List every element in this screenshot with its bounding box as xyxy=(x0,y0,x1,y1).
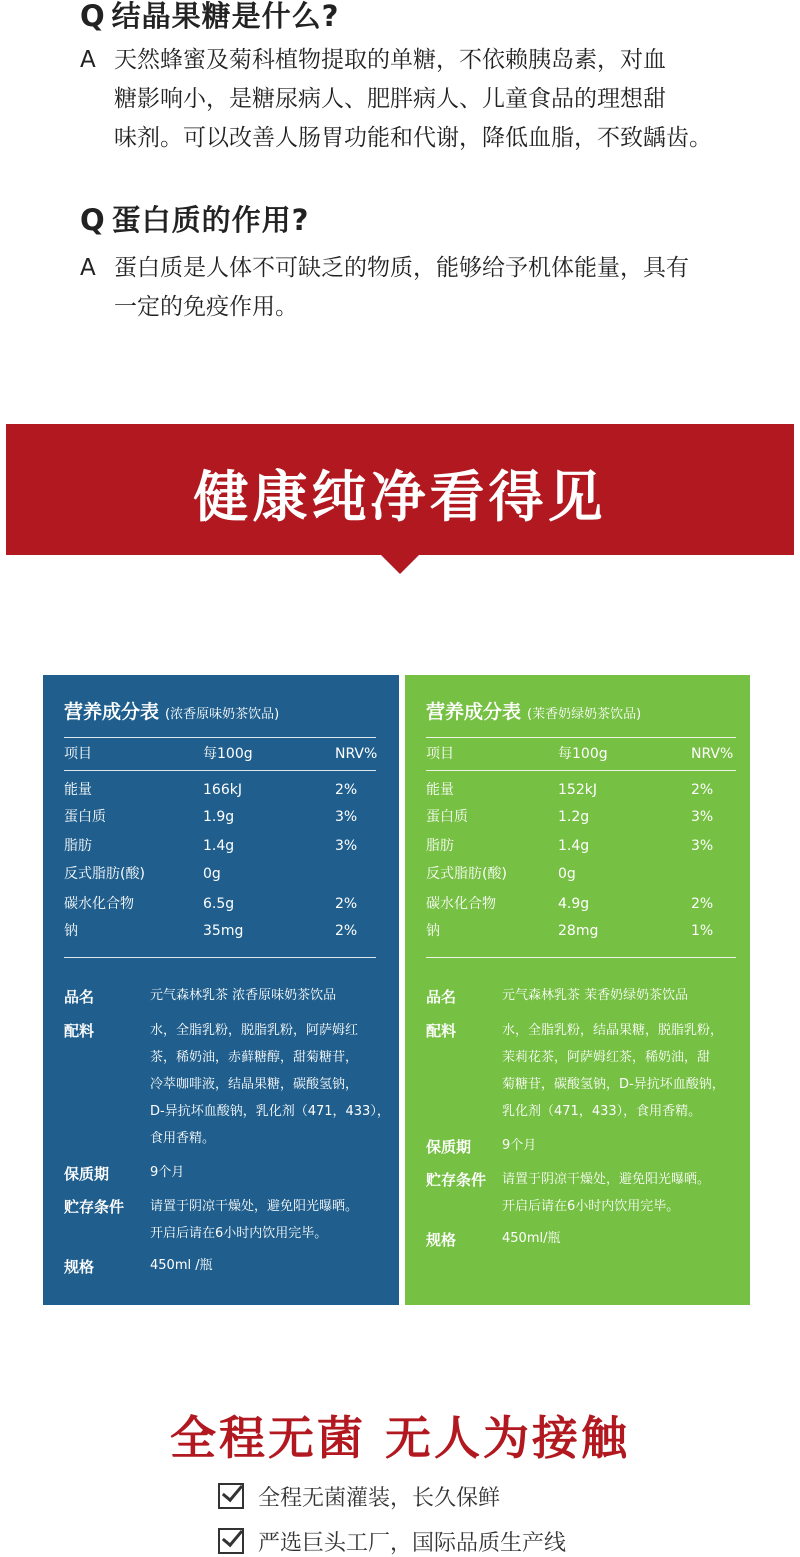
info-line: 元气森林乳茶 茉香奶绿奶茶饮品 xyxy=(502,988,689,1003)
row-nrv: 2% xyxy=(335,896,358,912)
row-value: 6.5g xyxy=(203,896,235,912)
row-nrv: 1% xyxy=(691,923,714,939)
checkbox-check-icon xyxy=(218,1483,244,1509)
row-nrv: 2% xyxy=(691,896,714,912)
row-value: 0g xyxy=(203,866,221,882)
table-row xyxy=(405,921,750,941)
info-line: 9个月 xyxy=(502,1138,537,1153)
info-line: 乳化剂（471，433），食用香精。 xyxy=(502,1104,702,1119)
row-value: 1.4g xyxy=(558,838,590,854)
info-line: 450ml /瓶 xyxy=(150,1258,213,1273)
info-line: 开启后请在6小时内饮用完毕。 xyxy=(502,1199,680,1214)
q-mark: Q xyxy=(80,203,106,237)
row-item: 钠 xyxy=(426,923,440,939)
header-per100g: 每100g xyxy=(558,746,608,762)
info-line: 茶，稀奶油，赤藓糖醇，甜菊糖苷， xyxy=(150,1050,359,1065)
table-row xyxy=(43,864,399,884)
answer-block xyxy=(80,41,760,158)
table-row xyxy=(43,807,399,827)
divider xyxy=(64,957,376,958)
info-line: 450ml/瓶 xyxy=(502,1231,561,1246)
row-nrv: 3% xyxy=(691,838,714,854)
row-value: 28mg xyxy=(558,923,599,939)
header-nrv: NRV% xyxy=(691,746,734,762)
info-value xyxy=(502,1017,742,1125)
header-nrv: NRV% xyxy=(335,746,378,762)
table-row xyxy=(405,807,750,827)
row-item: 碳水化合物 xyxy=(64,896,134,912)
row-nrv: 3% xyxy=(691,809,714,825)
answer-line: 蛋白质是人体不可缺乏的物质，能够给予机体能量，具有 xyxy=(114,255,689,281)
banner-title: 健康纯净看得见 xyxy=(193,465,607,529)
header-item: 项目 xyxy=(426,746,454,762)
question-text: 蛋白质的作用? xyxy=(111,203,310,237)
nutrition-panel-original xyxy=(43,675,399,1305)
info-line: 开启后请在6小时内饮用完毕。 xyxy=(150,1226,328,1241)
row-value: 35mg xyxy=(203,923,244,939)
a-mark: A xyxy=(80,255,96,281)
info-label: 配料 xyxy=(426,1022,457,1040)
row-nrv: 3% xyxy=(335,809,358,825)
table-row xyxy=(405,780,750,800)
row-nrv: 2% xyxy=(691,782,714,798)
row-item: 能量 xyxy=(64,782,92,798)
panel-title xyxy=(64,697,279,724)
info-label: 品名 xyxy=(64,988,95,1006)
row-value: 0g xyxy=(558,866,576,882)
answer-block xyxy=(80,249,760,327)
header-per100g: 每100g xyxy=(203,746,253,762)
info-line: 水，全脂乳粉，脱脂乳粉，阿萨姆红 xyxy=(150,1023,359,1038)
question-title xyxy=(80,0,339,35)
table-row xyxy=(43,894,399,914)
row-value: 1.9g xyxy=(203,809,235,825)
checkbox-check-icon xyxy=(218,1528,244,1554)
info-value xyxy=(502,1225,742,1252)
q-mark: Q xyxy=(80,0,106,33)
row-item: 反式脂肪(酸) xyxy=(64,866,145,882)
row-item: 脂肪 xyxy=(426,838,454,854)
row-nrv: 3% xyxy=(335,838,358,854)
row-value: 4.9g xyxy=(558,896,590,912)
row-nrv: 2% xyxy=(335,923,358,939)
question-text: 结晶果糖是什么? xyxy=(111,0,340,33)
divider xyxy=(426,737,736,738)
feature-item xyxy=(218,1481,500,1512)
row-nrv: 2% xyxy=(335,782,358,798)
nutrition-panel-jasmine xyxy=(405,675,750,1305)
row-item: 能量 xyxy=(426,782,454,798)
info-value xyxy=(502,1132,742,1159)
info-label: 规格 xyxy=(426,1231,457,1249)
divider xyxy=(426,957,736,958)
info-line: 菊糖苷，碳酸氢钠，D-异抗坏血酸钠， xyxy=(502,1077,725,1092)
a-mark: A xyxy=(80,47,96,73)
answer-text xyxy=(114,249,760,327)
divider xyxy=(64,737,376,738)
table-header xyxy=(43,744,399,764)
info-label: 保质期 xyxy=(426,1138,472,1156)
info-label: 贮存条件 xyxy=(64,1198,125,1216)
row-item: 钠 xyxy=(64,923,78,939)
panel-title-text: 营养成分表 xyxy=(426,701,522,723)
row-value: 1.4g xyxy=(203,838,235,854)
info-line: 冷萃咖啡液，结晶果糖，碳酸氢钠， xyxy=(150,1077,359,1092)
answer-line: 味剂。可以改善人肠胃功能和代谢，降低血脂，不致龋齿。 xyxy=(114,125,712,151)
row-item: 反式脂肪(酸) xyxy=(426,866,507,882)
divider xyxy=(64,770,376,771)
info-value xyxy=(150,1159,382,1186)
feature-text: 严选巨头工厂，国际品质生产线 xyxy=(258,1531,567,1556)
info-line: 食用香精。 xyxy=(150,1131,216,1146)
answer-line: 一定的免疫作用。 xyxy=(114,294,298,320)
panel-subtitle: (浓香原味奶茶饮品) xyxy=(165,707,280,722)
info-label: 配料 xyxy=(64,1022,95,1040)
table-header xyxy=(405,744,750,764)
table-row xyxy=(43,780,399,800)
info-label: 贮存条件 xyxy=(426,1171,487,1189)
feature-item xyxy=(218,1526,566,1557)
info-value xyxy=(150,1252,382,1279)
info-value xyxy=(502,1166,742,1220)
info-label: 品名 xyxy=(426,988,457,1006)
divider xyxy=(426,770,736,771)
answer-line: 糖影响小，是糖尿病人、肥胖病人、儿童食品的理想甜 xyxy=(114,86,666,112)
row-item: 碳水化合物 xyxy=(426,896,496,912)
info-label: 规格 xyxy=(64,1258,95,1276)
table-row xyxy=(43,836,399,856)
info-value xyxy=(150,1017,390,1152)
feature-text: 全程无菌灌装，长久保鲜 xyxy=(258,1486,501,1511)
question-title xyxy=(80,198,309,239)
answer-text xyxy=(114,41,760,158)
panel-title xyxy=(426,697,641,724)
panel-title-text: 营养成分表 xyxy=(64,701,160,723)
info-line: 请置于阴凉干燥处，避免阳光曝晒。 xyxy=(150,1199,359,1214)
header-item: 项目 xyxy=(64,746,92,762)
info-value xyxy=(502,982,742,1009)
row-item: 脂肪 xyxy=(64,838,92,854)
row-value: 152kJ xyxy=(558,782,597,798)
info-line: D-异抗坏血酸钠，乳化剂（471，433）， xyxy=(150,1104,390,1119)
section-title: 全程无菌 无人为接触 xyxy=(169,1411,630,1465)
table-row xyxy=(405,864,750,884)
panel-subtitle: (茉香奶绿奶茶饮品) xyxy=(527,707,642,722)
info-value xyxy=(150,982,382,1009)
answer-line: 天然蜂蜜及菊科植物提取的单糖，不依赖胰岛素，对血 xyxy=(114,47,666,73)
row-value: 1.2g xyxy=(558,809,590,825)
table-row xyxy=(405,894,750,914)
info-value xyxy=(150,1193,382,1247)
table-row xyxy=(405,836,750,856)
info-line: 9个月 xyxy=(150,1165,185,1180)
table-row xyxy=(43,921,399,941)
info-label: 保质期 xyxy=(64,1165,110,1183)
banner-arrow-icon xyxy=(380,554,420,574)
row-item: 蛋白质 xyxy=(64,809,106,825)
row-item: 蛋白质 xyxy=(426,809,468,825)
info-line: 元气森林乳茶 浓香原味奶茶饮品 xyxy=(150,988,337,1003)
info-line: 茉莉花茶，阿萨姆红茶，稀奶油，甜 xyxy=(502,1050,711,1065)
info-line: 水，全脂乳粉，结晶果糖，脱脂乳粉， xyxy=(502,1023,724,1038)
info-line: 请置于阴凉干燥处，避免阳光曝晒。 xyxy=(502,1172,711,1187)
row-value: 166kJ xyxy=(203,782,242,798)
